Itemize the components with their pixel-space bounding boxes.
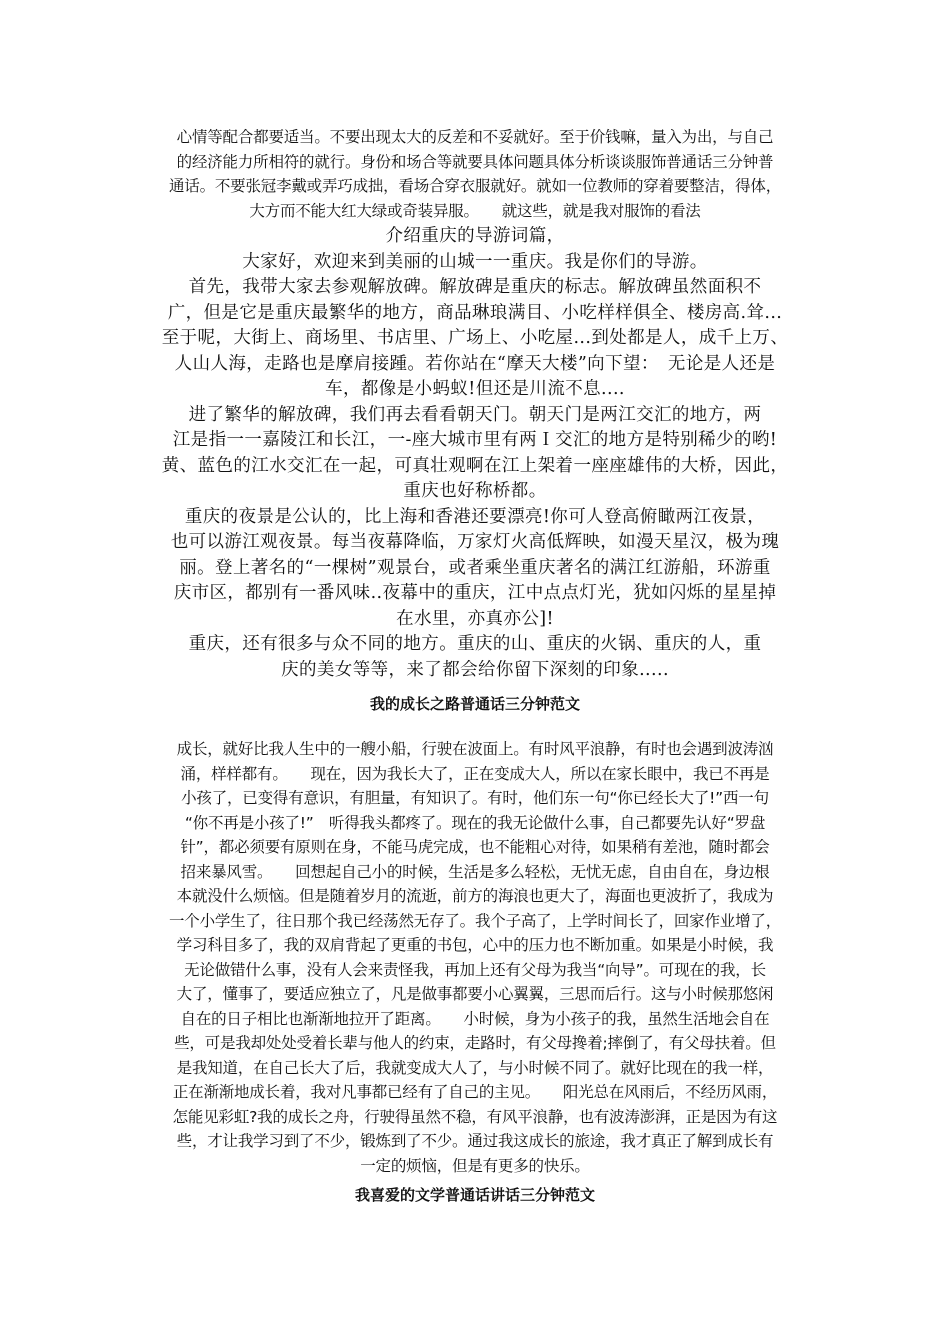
growth-essay-body	[140, 737, 810, 1178]
text-line: “你不再是小孩了!” 听得我头都疼了。现在的我无论做什么事，自己都要先认好“罗盘	[184, 813, 766, 832]
text-line: 大了，懂事了，要适应独立了，凡是做事都要小心翼翼，三思而后行。这与小时候那悠闲	[176, 985, 774, 1003]
chongqing-guide-section	[140, 224, 810, 683]
clothing-paragraph	[140, 125, 810, 223]
text-line: 介绍重庆的导游词篇，	[385, 226, 565, 246]
text-line: 些，可是我却处处受着长辈与他人的约束，走路时，有父母搀着;摔倒了，有父母扶着。但	[174, 1034, 776, 1052]
text-line: 自在的日子相比也渐渐地拉开了距离。 小时候，身为小孩子的我，虽然生活地会自在	[180, 1009, 770, 1028]
text-line: 小孩了，已变得有意识，有胆量，有知识了。有时，他们东一句“你已经长大了!”西一句	[181, 789, 769, 807]
text-line: 针”，都必须要有原则在身，不能马虎完成，也不能粗心对待，如果稍有差池，随时都会	[180, 838, 770, 856]
text-line: 一定的烦恼，但是有更多的快乐。	[360, 1156, 590, 1175]
text-line: 涌，样样都有。 现在，因为我长大了，正在变成大人，所以在家长眼中，我已不再是	[180, 764, 770, 783]
text-line: 学习科目多了，我的双肩背起了更重的书包，心中的压力也不断加重。如果是小时候，我	[176, 936, 774, 954]
text-line: 人山人海，走路也是摩肩接踵。若你站在“摩天大楼”向下望： 无论是人还是	[174, 353, 776, 374]
text-line: 在水里，亦真亦公]!	[396, 608, 554, 629]
text-line: 江是指一一嘉陵江和长江，一-座大城市里有两Ｉ交汇的地方是特别稀少的哟!	[172, 430, 778, 450]
text-line: 广，但是它是重庆最繁华的地方，商品琳琅满目、小吃样样俱全、楼房高.耸...	[167, 302, 783, 323]
text-line: 重庆的夜景是公认的，比上海和香港还要漂亮!你可人登高俯瞰两江夜景，	[184, 506, 766, 527]
text-line: 怎能见彩虹?我的成长之舟，行驶得虽然不稳，有风平浪静，也有波涛澎湃，正是因为有这	[172, 1107, 778, 1126]
text-line: 车，都像是小蚂蚁!但还是川流不息....	[325, 379, 625, 399]
text-line: 成长，就好比我人生中的一艘小船，行驶在波面上。有时风平浪静，有时也会遇到波涛汹	[176, 740, 774, 758]
growth-essay-title: 我的成长之路普通话三分钟范文	[369, 695, 580, 713]
text-line: 大方而不能大红大绿或奇装异服。 就这些，就是我对服饰的看法	[249, 201, 701, 220]
text-line: 无论做错什么事，没有人会来责怪我，再加上还有父母为我当“向导”。可现在的我，长	[184, 960, 766, 979]
text-line: 通话。不要张冠李戴或弄巧成拙，看场合穿衣服就好。就如一位教师的穿着要整洁，得体，	[168, 177, 781, 195]
text-line: 是我知道，在自己长大了后，我就变成大人了，与小时候不同了。就好比现在的我一样，	[176, 1058, 774, 1077]
text-line: 一个小学生了，往日那个我已经荡然无存了。我个子高了，上学时间长了，回家作业增了，	[168, 911, 781, 930]
text-line: 首先，我带大家去参观解放碑。解放碑是重庆的标志。解放碑虽然面积不	[188, 277, 762, 297]
text-line: 至于呢，大街上、商场里、书店里、广场上、小吃屋...到处都是人，成千上万、	[161, 328, 789, 348]
text-line: 本就没什么烦恼。但是随着岁月的流逝，前方的海浪也更大了，海面也更波折了，我成为	[176, 887, 774, 905]
text-line: 心情等配合都要适当。不要出现太大的反差和不妥就好。至于价钱嘛，量入为出，与自己	[176, 128, 774, 146]
text-line: 黄、蓝色的江水交汇在一起，可真壮观啊在江上架着一座座雄伟的大桥，因此，	[161, 455, 789, 476]
text-line: 大家好，欢迎来到美丽的山城一一重庆。我是你们的导游。	[242, 251, 708, 272]
text-line: 些，才让我学习到了不少，锻炼到了不少。通过我这成长的旅途，我才真正了解到成长有	[176, 1132, 774, 1150]
literature-essay-title: 我喜爱的文学普通话讲话三分钟范文	[354, 1186, 595, 1204]
text-line: 的经济能力所相符的就行。身份和场合等就要具体问题具体分析谈谈服饰普通话三分钟普	[176, 152, 774, 171]
text-line: 招来暴风雪。 回想起自己小的时候，生活是多么轻松，无忧无虑，自由自在，身边根	[180, 862, 770, 881]
text-line: 丽。登上著名的“一棵树”观景台，或者乘坐重庆著名的满江红游船，环游重	[179, 557, 771, 578]
text-line: 进了繁华的解放碑，我们再去看看朝天门。朝天门是两江交汇的地方，两	[188, 404, 762, 425]
text-line: 庆的美女等等，来了都会给你留下深刻的印象.....	[281, 659, 669, 680]
text-line: 正在渐渐地成长着，我对凡事都已经有了自己的主见。 阳光总在风雨后，不经历风雨，	[172, 1083, 778, 1101]
text-line: 重庆也好称桥都。	[403, 481, 547, 501]
text-line: 庆市区，都别有一番风味..夜幕中的重庆，江中点点灯光，犹如闪烁的星星掉	[173, 583, 777, 603]
text-line: 也可以游江观夜景。每当夜幕降临，万家灯火高低辉映，如漫天星汉，极为瑰	[170, 532, 780, 552]
text-line: 重庆，还有很多与众不同的地方。重庆的山、重庆的火锅、重庆的人，重	[188, 634, 762, 654]
